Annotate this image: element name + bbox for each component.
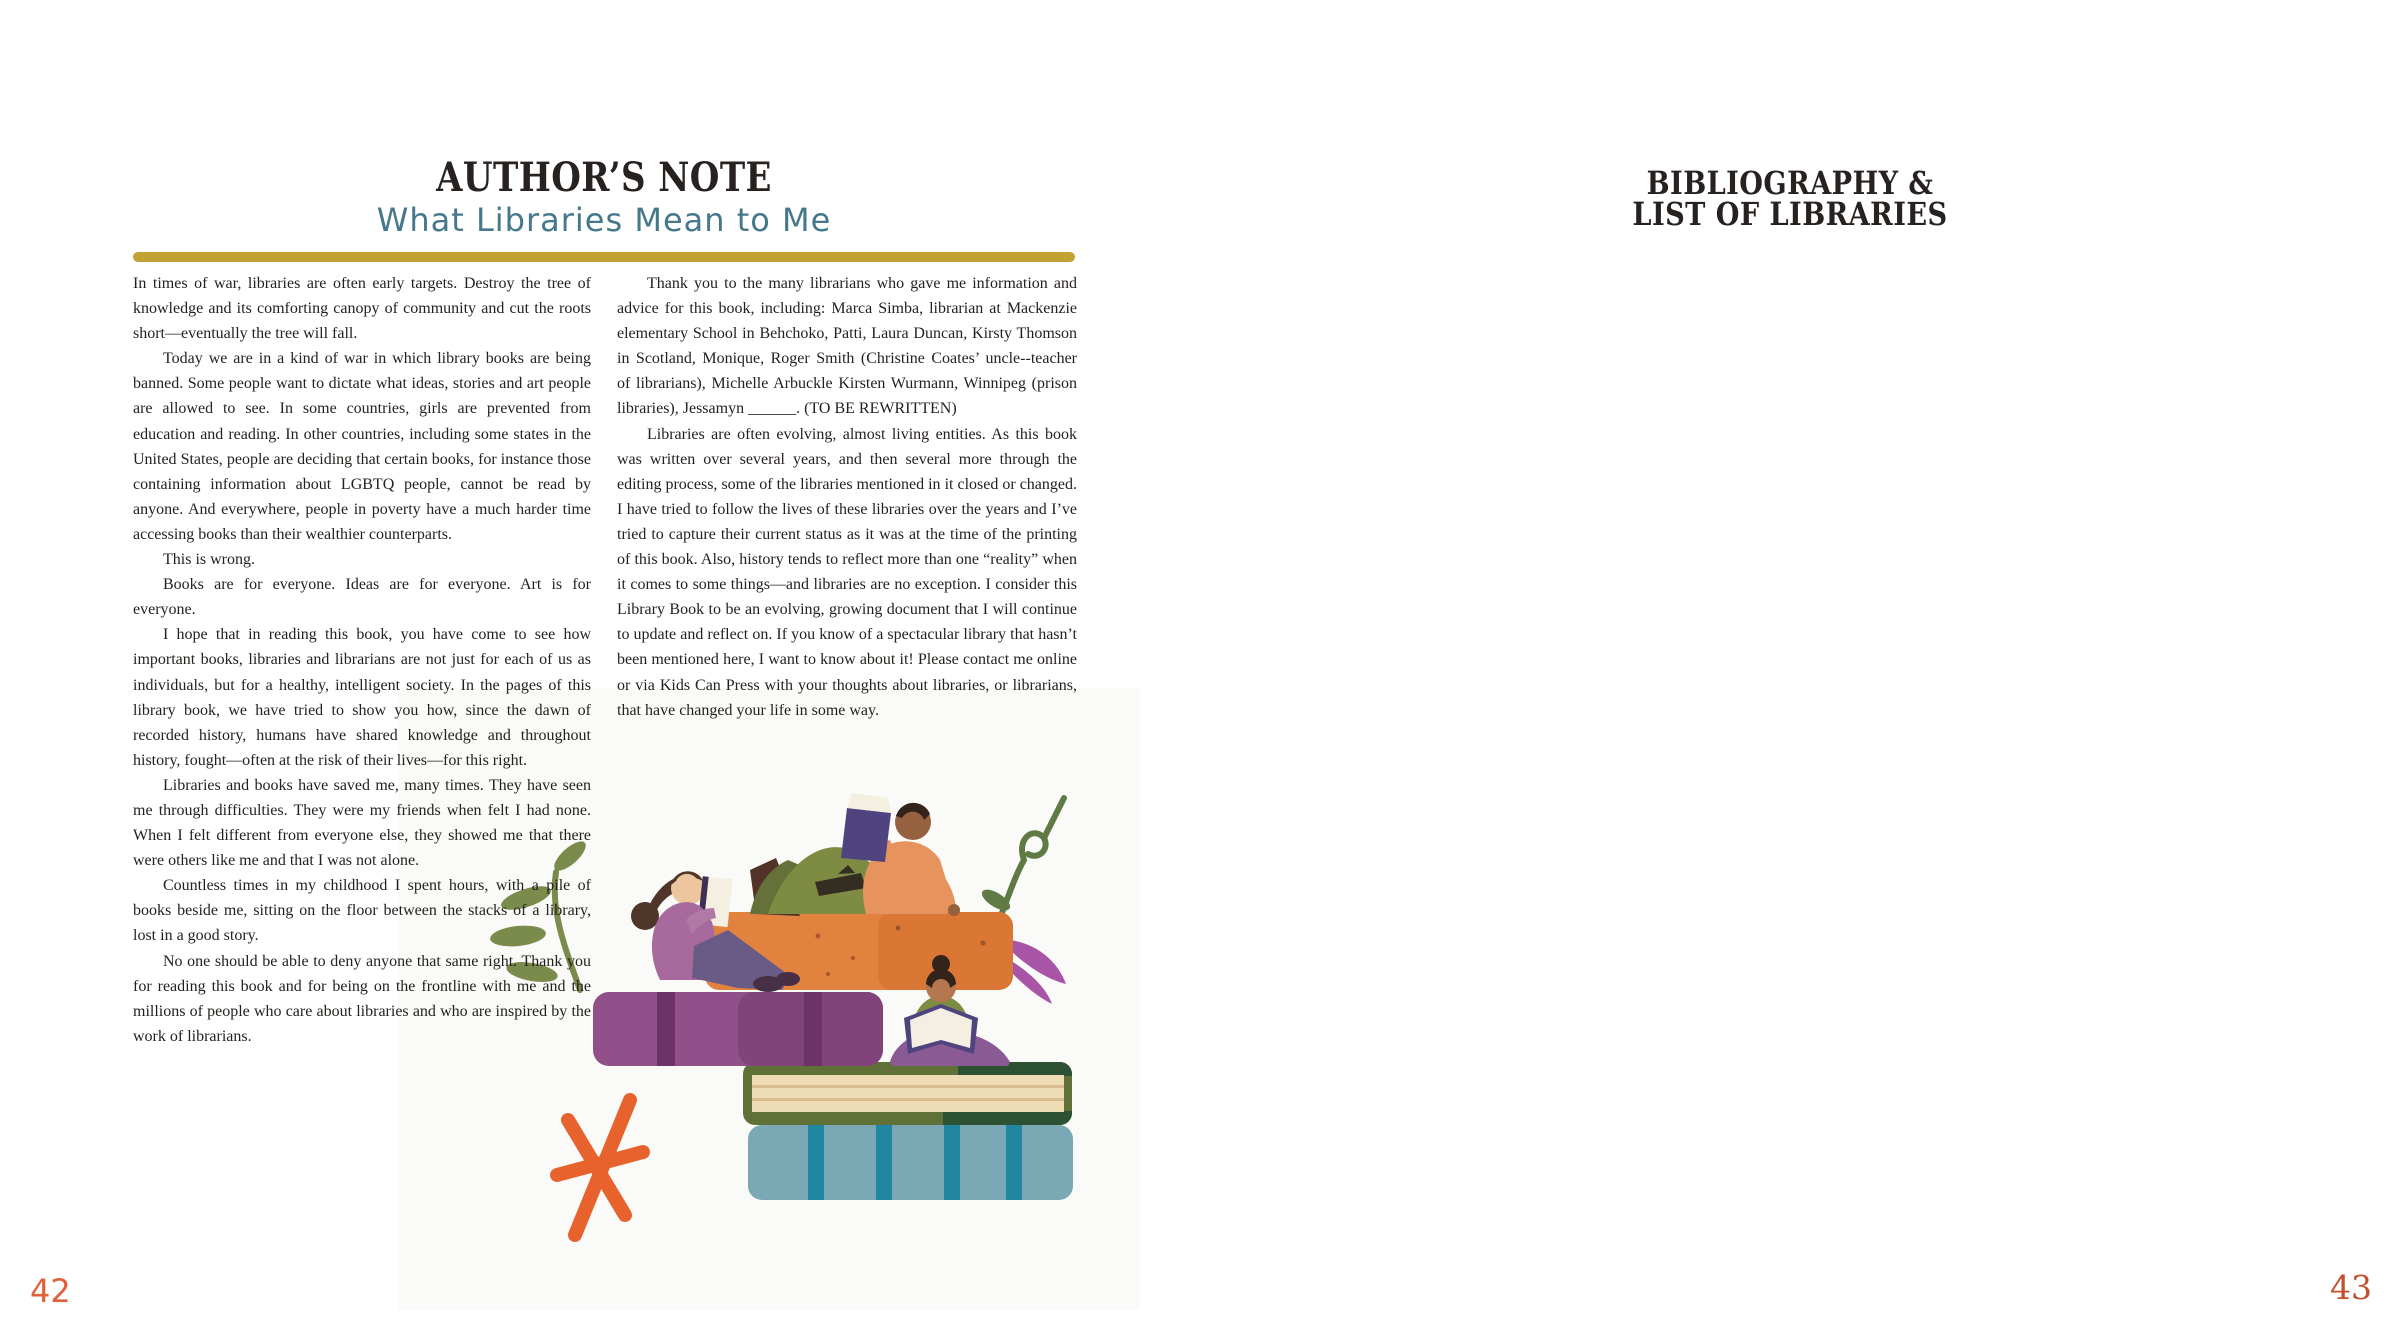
purple-book	[593, 992, 883, 1066]
paragraph: In times of war, libraries are often early targets. Destroy the tree of knowledge and its comforting canopy of community and cut the roots short—eventually the tree will fall.	[133, 275, 591, 343]
page-number-42: 42	[30, 1272, 71, 1310]
man-hand	[948, 904, 960, 916]
paragraph: Countless times in my childhood I spent hours, with a pile of books beside me, sitting on the floor between the stacks of a library, lost in a good story.	[133, 877, 591, 945]
green-cover-book	[743, 1062, 1072, 1125]
bibliography-header	[1535, 164, 2045, 233]
page-title: AUTHOR’S NOTE	[436, 154, 772, 201]
gold-divider-rule	[133, 252, 1075, 262]
paragraph: I hope that in reading this book, you have come to see how important books, libraries and librarians are not just for each of us as individuals, but for a healthy, intelligent society. In the pages of this library book, we have tried to show you how, since the dawn of recorded history, humans have shared knowledge and throughout history, fought—often at the risk of their lives—for this right.	[133, 626, 591, 769]
paragraph: Today we are in a kind of war in which library books are being banned. Some people want to dictate what ideas, stories and art people are allowed to see. In some countries, girls are prevented from education and reading. In other countries, including some states in the United States, people are deciding that certain books, for instance those containing information about LGBTQ people, cannot be read by anyone. And everywhere, people in poverty have a much harder time accessing books than their wealthier counterparts.	[133, 350, 591, 543]
page-subtitle: What Libraries Mean to Me	[376, 201, 832, 239]
author-note-header	[133, 156, 1075, 240]
paragraph: This is wrong.	[163, 551, 255, 569]
woman-boot	[776, 972, 800, 986]
text-column-1	[133, 271, 591, 1049]
paragraph: Books are for everyone. Ideas are for everyone. Art is for everyone.	[133, 576, 591, 619]
child-bun	[932, 955, 950, 973]
bibliography-title-line1: BIBLIOGRAPHY &	[1646, 164, 1934, 202]
paragraph: Libraries are often evolving, almost living entities. As this book was written over several years, and then several more through the editing process, some of the libraries mentioned in it closed or changed. I have tried to follow the lives of these libraries over the years and I’ve tried to capture their current status as it was at the time of the printing of this book. Also, history tends to reflect more than one “reality” when it comes to some things—and libraries are no exception. I consider this Library Book to be an evolving, growing document that I will continue to update and reflect on. If you know of a spectacular library that hasn’t been mentioned here, I want to know about it! Please contact me online or via Kids Can Press with your thoughts about libraries, or librarians, that have changed your life in some way.	[617, 425, 1077, 719]
paragraph: Libraries and books have saved me, many times. They have seen me through difficulties. They were my friends when felt I had none. When I felt different from everyone else, they showed me that there were others like me and that I was not alone.	[133, 776, 591, 870]
paragraph: Thank you to the many librarians who gave me information and advice for this book, including: Marca Simba, librarian at Mackenzie elementary School in Behchoko, Patti, Laura Duncan, Kirsty Thomson in Scotland, Monique, Roger Smith (Christine Coates’ uncle--teacher of librarians), Michelle Arbuckle Kirsten Wurmann, Winnipeg (prison libraries), Jessamyn ______. (TO BE REWRITTEN)	[617, 275, 1077, 418]
text-column-2	[617, 271, 1077, 723]
held-book-cover	[841, 808, 891, 862]
paragraph: No one should be able to deny anyone that same right. Thank you for reading this book and for being on the frontline with me and the millions of people who care about libraries and who are inspired by the work of librarians.	[133, 952, 591, 1045]
bibliography-title-line2: LIST OF LIBRARIES	[1632, 195, 1948, 233]
teal-book	[748, 1125, 1073, 1200]
page-number-43: 43	[2330, 1268, 2372, 1307]
